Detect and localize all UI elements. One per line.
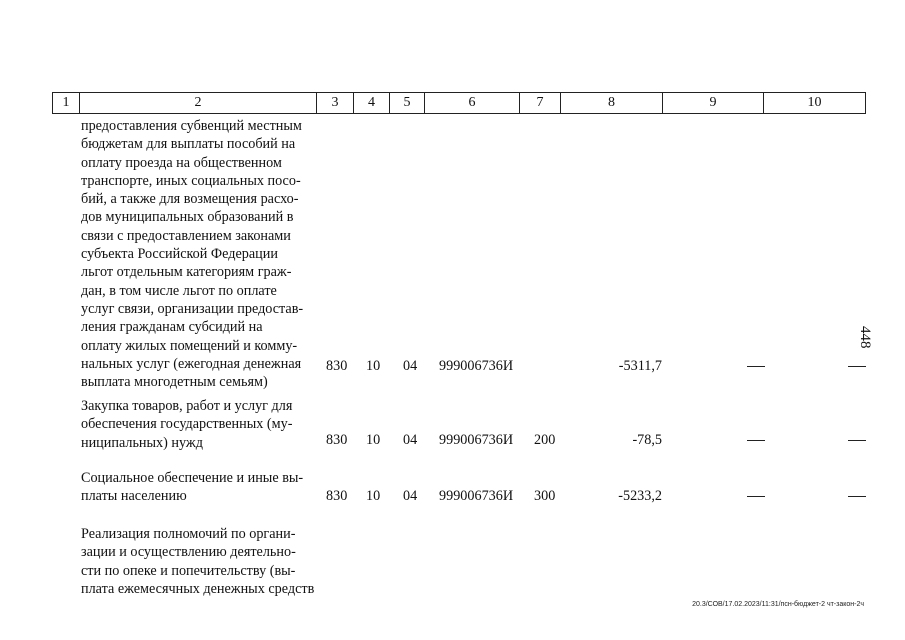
desc-line: связи с предоставлением законами	[81, 227, 291, 244]
cell-subsection-code: 04	[403, 432, 418, 448]
cell-amount: -78,5	[632, 432, 662, 448]
column-header-9: 9	[663, 93, 764, 114]
row-description-procurement	[81, 397, 317, 452]
dash-mark	[848, 496, 866, 497]
desc-line: обеспечения государственных (му-	[81, 416, 293, 433]
desc-line: ления гражданам субсидий на	[81, 319, 263, 336]
column-header-1: 1	[53, 93, 80, 114]
cell-col9-dash	[747, 431, 765, 441]
cell-target-article: 999006736И	[439, 432, 514, 448]
cell-subsection-code: 04	[403, 358, 418, 374]
desc-line: зации и осуществлению деятельно-	[81, 544, 296, 561]
column-header-6: 6	[425, 93, 520, 114]
column-header-4: 4	[354, 93, 390, 114]
cell-col9-dash	[747, 357, 765, 367]
column-header-2: 2	[80, 93, 317, 114]
column-header-3: 3	[317, 93, 354, 114]
desc-line: Закупка товаров, работ и услуг для	[81, 398, 293, 414]
dash-mark	[848, 440, 866, 441]
desc-line: оплату жилых помещений и комму-	[81, 337, 298, 354]
cell-col10-dash	[848, 357, 866, 367]
row-description-guardianship	[81, 525, 317, 598]
cell-target-article: 999006736И	[439, 358, 514, 374]
cell-amount: -5233,2	[618, 488, 662, 504]
desc-line: Реализация полномочий по органи-	[81, 526, 296, 542]
column-header-5: 5	[390, 93, 425, 114]
desc-line: услуг связи, организации предостав-	[81, 300, 304, 317]
desc-line: оплату проезда на общественном	[81, 154, 282, 171]
desc-line: бюджетам для выплаты пособий на	[81, 136, 296, 153]
cell-expense-type: 300	[534, 488, 556, 504]
desc-line: предоставления субвенций местным	[81, 118, 302, 134]
cell-target-article: 999006736И	[439, 488, 514, 504]
desc-line: ниципальных) нужд	[81, 434, 203, 451]
row-description-social-payments	[81, 469, 317, 506]
desc-line: дан, в том числе льгот по оплате	[81, 282, 277, 299]
page-number: 448	[857, 326, 873, 349]
cell-subsection-code: 04	[403, 488, 418, 504]
cell-expense-type: 200	[534, 432, 556, 448]
desc-line: бий, а также для возмещения расхо-	[81, 191, 299, 208]
cell-ministry-code: 830	[326, 358, 348, 374]
desc-line: дов муниципальных образований в	[81, 209, 294, 226]
desc-line: субъекта Российской Федерации	[81, 246, 278, 263]
cell-col10-dash	[848, 487, 866, 497]
cell-ministry-code: 830	[326, 432, 348, 448]
dash-mark	[848, 366, 866, 367]
column-header-row	[52, 92, 866, 114]
desc-line: транспорте, иных социальных посо-	[81, 172, 301, 189]
desc-line: льгот отдельным категориям граж-	[81, 264, 292, 281]
dash-mark	[747, 366, 765, 367]
cell-section-code: 10	[366, 488, 381, 504]
dash-mark	[747, 440, 765, 441]
cell-col10-dash	[848, 431, 866, 441]
cell-ministry-code: 830	[326, 488, 348, 504]
desc-line: Социальное обеспечение и иные вы-	[81, 470, 304, 486]
desc-line: нальных услуг (ежегодная денежная	[81, 355, 302, 372]
cell-col9-dash	[747, 487, 765, 497]
desc-line: сти по опеке и попечительству (вы-	[81, 562, 296, 579]
cell-amount: -5311,7	[618, 358, 662, 374]
row-description-social-benefits-subventions	[81, 117, 317, 391]
desc-line: плата ежемесячных денежных средств	[81, 580, 315, 597]
desc-line: выплата многодетным семьям)	[81, 374, 268, 391]
cell-section-code: 10	[366, 432, 381, 448]
column-header-7: 7	[520, 93, 561, 114]
desc-line: платы населению	[81, 488, 187, 505]
dash-mark	[747, 496, 765, 497]
document-footer-stamp: 20.3/СОВ/17.02.2023/11:31/псн-бюджет-2 чт-закон-2ч	[692, 601, 864, 608]
column-header-10: 10	[764, 93, 866, 114]
cell-section-code: 10	[366, 358, 381, 374]
column-header-8: 8	[561, 93, 663, 114]
